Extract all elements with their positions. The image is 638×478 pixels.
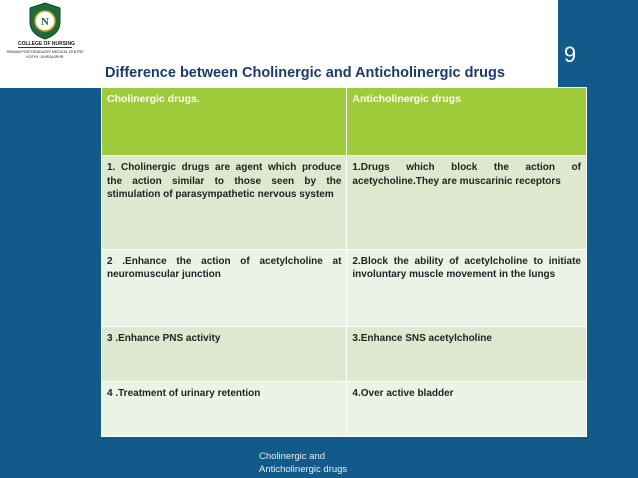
- logo-college-name: COLLEGE OF NURSING: [18, 41, 75, 47]
- table-cell: 1.Drugs which block the action of acetycholine.They are muscarinic receptors: [347, 156, 587, 250]
- crest-initials: N: [41, 16, 49, 28]
- header-cholinergic: Cholinergic drugs.: [102, 88, 347, 156]
- table-cell: 2 .Enhance the action of acetylcholine at neuromuscular junction: [102, 249, 347, 326]
- footer-line1: Cholinergic and: [259, 451, 326, 462]
- logo-institute-line1: SRIMAN POSTGRADUATE MEDICAL CENTRE: [6, 50, 84, 54]
- slide-title: Difference between Cholinergic and Anticholinergic drugs: [105, 65, 505, 81]
- table-cell: 4 .Treatment of urinary retention: [102, 381, 347, 436]
- footer-line2: Anticholinergic drugs: [259, 463, 348, 475]
- table-row: [102, 381, 587, 436]
- table-header-row: [102, 88, 587, 156]
- comparison-table: [101, 87, 587, 437]
- table-row: [102, 327, 587, 381]
- slide-number: 9: [563, 42, 577, 67]
- table-cell: 1. Cholinergic drugs are agent which produce the action similar to those seen by the stimulation of parasympathetic nervous system: [102, 156, 347, 250]
- table-cell: 2.Block the ability of acetylcholine to initiate involuntary muscle movement in the lungs: [347, 249, 587, 326]
- table-cell: 3 .Enhance PNS activity: [102, 327, 347, 381]
- college-crest-icon: [28, 2, 62, 40]
- table-row: [102, 249, 587, 326]
- table-cell: 4.Over active bladder: [347, 381, 587, 436]
- slide-footer: [259, 451, 389, 476]
- header-anticholinergic: Anticholinergic drugs: [347, 88, 587, 156]
- table-cell: 3.Enhance SNS acetylcholine: [347, 327, 587, 381]
- college-logo: [4, 0, 82, 70]
- table-row: [102, 156, 587, 250]
- logo-institute-line2: KOTHY, GURDASPUR: [26, 55, 64, 59]
